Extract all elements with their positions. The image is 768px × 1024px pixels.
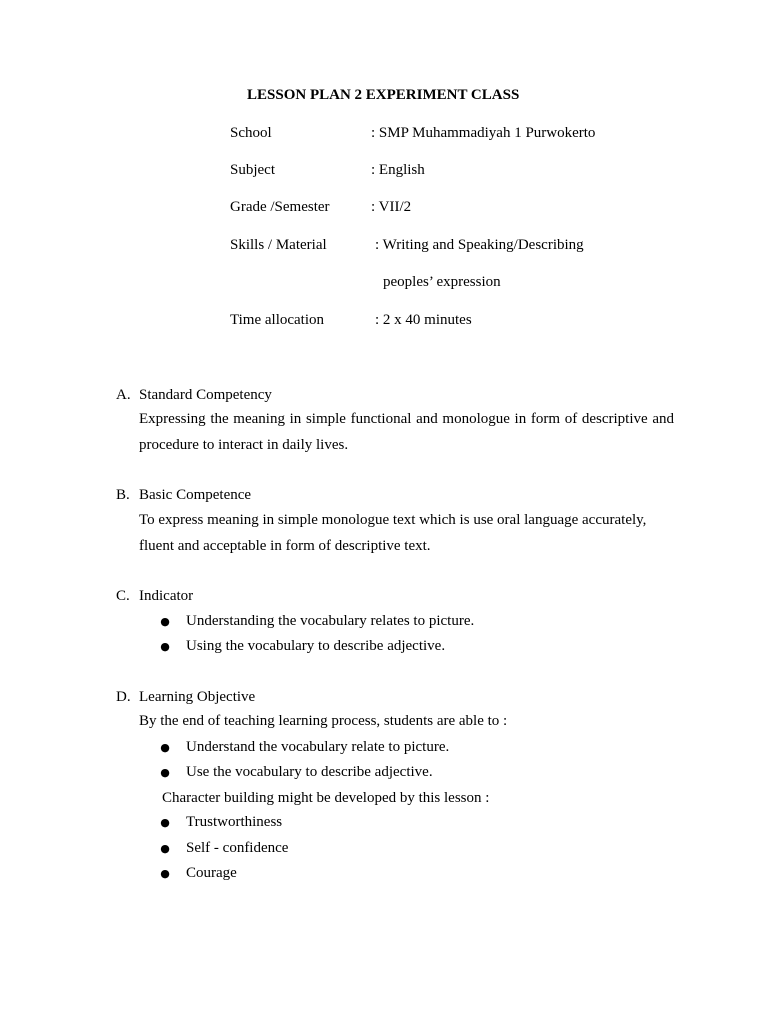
bullet-icon: ● — [160, 816, 170, 829]
objective-intro: By the end of teaching learning process, students are able to : — [139, 713, 508, 729]
section-b-letter: B. — [116, 487, 130, 503]
grade-label: Grade /Semester — [230, 199, 330, 215]
character-item: Trustworthiness — [186, 814, 283, 830]
subject-label: Subject — [230, 162, 275, 178]
indicator-item: Understanding the vocabulary relates to picture. — [186, 613, 475, 629]
objective-item: Use the vocabulary to describe adjective. — [186, 764, 433, 780]
bullet-icon: ● — [160, 766, 170, 779]
subject-value: : English — [371, 162, 425, 178]
bullet-icon: ● — [160, 640, 170, 653]
bullet-icon: ● — [160, 741, 170, 754]
section-d-heading: Learning Objective — [139, 689, 256, 705]
character-item: Courage — [186, 865, 237, 881]
time-label: Time allocation — [230, 312, 325, 328]
school-label: School — [230, 125, 272, 141]
indicator-item: Using the vocabulary to describe adjective. — [186, 638, 446, 654]
section-a-letter: A. — [116, 387, 131, 403]
section-a-text: Expressing the meaning in simple functional and monologue in form of descriptive and procedure to interact in daily lives. — [139, 411, 674, 453]
skills-value-line2: peoples’ expression — [383, 274, 501, 290]
grade-value: : VII/2 — [371, 199, 412, 215]
section-b-heading: Basic Competence — [139, 487, 252, 503]
bullet-icon: ● — [160, 615, 170, 628]
document-title: LESSON PLAN 2 EXPERIMENT CLASS — [247, 87, 520, 103]
section-a-heading: Standard Competency — [139, 387, 272, 403]
character-item: Self - confidence — [186, 840, 289, 856]
skills-value-line1: : Writing and Speaking/Describing — [375, 237, 584, 253]
objective-item: Understand the vocabulary relate to picture. — [186, 739, 450, 755]
skills-label: Skills / Material — [230, 237, 327, 253]
time-value: : 2 x 40 minutes — [375, 312, 472, 328]
bullet-icon: ● — [160, 867, 170, 880]
bullet-icon: ● — [160, 842, 170, 855]
section-d-letter: D. — [116, 689, 131, 705]
section-b-text: To express meaning in simple monologue text which is use oral language accurately, fluent and acceptable in form of descriptive text. — [139, 512, 647, 554]
section-c-heading: Indicator — [139, 588, 194, 604]
school-value: : SMP Muhammadiyah 1 Purwokerto — [371, 125, 596, 141]
character-intro: Character building might be developed by this lesson : — [162, 790, 490, 806]
section-c-letter: C. — [116, 588, 130, 604]
